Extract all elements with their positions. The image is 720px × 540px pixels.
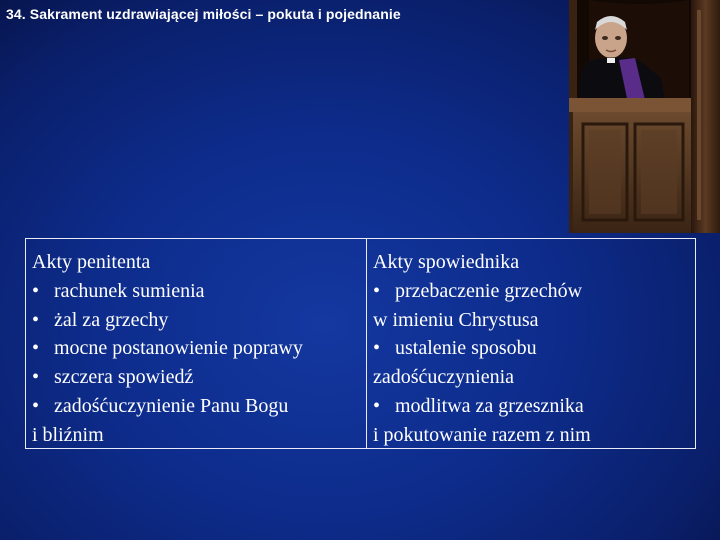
confessor-act-text: ustalenie sposobu [395, 337, 537, 360]
penitent-act-text: żal za grzechy [54, 308, 169, 331]
confessor-acts-column [367, 239, 695, 448]
confessor-act-item [373, 334, 695, 363]
confessor-act-item [373, 277, 695, 306]
slide-title: 34. Sakrament uzdrawiającej miłości – pokuta i pojednanie [6, 6, 401, 22]
bullet-icon: • [373, 394, 381, 417]
penitent-act-text: zadośćuczynienie Panu Bogu [54, 394, 289, 417]
bullet-icon: • [32, 308, 40, 331]
bullet-icon: • [373, 337, 381, 360]
confessor-act-text: przebaczenie grzechów [395, 279, 583, 302]
confessor-acts-heading: Akty spowiednika [373, 251, 520, 273]
bullet-icon: • [32, 394, 40, 417]
bullet-icon: • [32, 279, 40, 302]
acts-table [25, 238, 696, 449]
bullet-icon: • [32, 337, 40, 360]
penitent-acts-heading: Akty penitenta [32, 251, 151, 273]
penitent-act-item [32, 306, 366, 335]
confessor-act-continuation: w imieniu Chrystusa [373, 308, 539, 331]
penitent-act-text: rachunek sumienia [54, 279, 205, 302]
penitent-act-text: szczera spowiedź [54, 366, 194, 389]
confessor-act-continuation: i pokutowanie razem z nim [373, 423, 591, 446]
penitent-acts-column [26, 239, 367, 448]
confessor-act-continuation: zadośćuczynienia [373, 366, 515, 389]
penitent-act-text: mocne postanowienie poprawy [54, 337, 303, 360]
confessor-act-item [373, 392, 695, 421]
penitent-act-item [32, 334, 366, 363]
penitent-act-item [32, 277, 366, 306]
bullet-icon: • [373, 279, 381, 302]
penitent-act-continuation: i bliźnim [32, 423, 104, 446]
confessor-act-text: modlitwa za grzesznika [395, 394, 584, 417]
penitent-act-item [32, 363, 366, 392]
bullet-icon: • [32, 366, 40, 389]
penitent-act-item [32, 392, 366, 421]
confessional-photo [569, 0, 720, 233]
